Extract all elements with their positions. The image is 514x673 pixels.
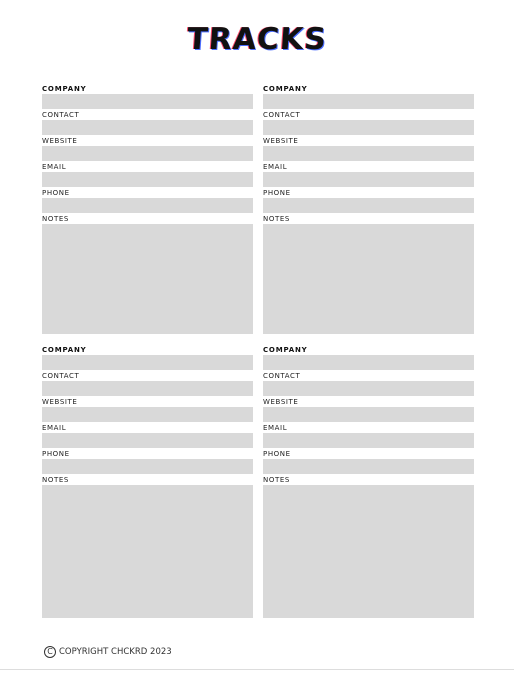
phone-field[interactable]: [263, 198, 474, 213]
contact-label: CONTACT: [42, 111, 80, 119]
email-field[interactable]: [263, 172, 474, 187]
company-label: COMPANY: [263, 346, 308, 354]
page-bottom-rule: [0, 669, 514, 670]
company-field[interactable]: [42, 94, 253, 109]
copyright-notice: [44, 646, 172, 658]
contact-field[interactable]: [263, 120, 474, 135]
contact-card-1: [42, 84, 253, 335]
company-label: COMPANY: [263, 85, 308, 93]
contact-field[interactable]: [42, 120, 253, 135]
email-field[interactable]: [42, 172, 253, 187]
copyright-text: COPYRIGHT CHCKRD 2023: [59, 647, 172, 657]
contact-label: CONTACT: [263, 111, 301, 119]
company-field[interactable]: [263, 355, 474, 370]
phone-label: PHONE: [42, 189, 70, 197]
website-field[interactable]: [42, 146, 253, 161]
company-label: COMPANY: [42, 346, 87, 354]
contact-label: CONTACT: [42, 372, 80, 380]
notes-label: NOTES: [42, 215, 69, 223]
email-label: EMAIL: [42, 424, 67, 432]
phone-field[interactable]: [42, 459, 253, 474]
website-label: WEBSITE: [42, 137, 78, 145]
email-label: EMAIL: [42, 163, 67, 171]
email-label: EMAIL: [263, 163, 288, 171]
copyright-icon: C: [44, 646, 56, 658]
phone-label: PHONE: [42, 450, 70, 458]
notes-field[interactable]: [42, 485, 253, 618]
email-field[interactable]: [263, 433, 474, 448]
contact-field[interactable]: [42, 381, 253, 396]
notes-label: NOTES: [263, 215, 290, 223]
website-label: WEBSITE: [263, 398, 299, 406]
phone-label: PHONE: [263, 450, 291, 458]
phone-label: PHONE: [263, 189, 291, 197]
page-title: TRACKS: [185, 22, 329, 57]
contact-label: CONTACT: [263, 372, 301, 380]
website-field[interactable]: [263, 407, 474, 422]
contact-card-3: [42, 345, 253, 619]
website-label: WEBSITE: [263, 137, 299, 145]
email-label: EMAIL: [263, 424, 288, 432]
contact-field[interactable]: [263, 381, 474, 396]
notes-label: NOTES: [263, 476, 290, 484]
website-field[interactable]: [263, 146, 474, 161]
contact-card-4: [263, 345, 474, 619]
company-field[interactable]: [42, 355, 253, 370]
company-label: COMPANY: [42, 85, 87, 93]
email-field[interactable]: [42, 433, 253, 448]
phone-field[interactable]: [42, 198, 253, 213]
website-label: WEBSITE: [42, 398, 78, 406]
website-field[interactable]: [42, 407, 253, 422]
notes-label: NOTES: [42, 476, 69, 484]
contact-card-2: [263, 84, 474, 335]
phone-field[interactable]: [263, 459, 474, 474]
notes-field[interactable]: [263, 485, 474, 618]
notes-field[interactable]: [42, 224, 253, 334]
notes-field[interactable]: [263, 224, 474, 334]
company-field[interactable]: [263, 94, 474, 109]
